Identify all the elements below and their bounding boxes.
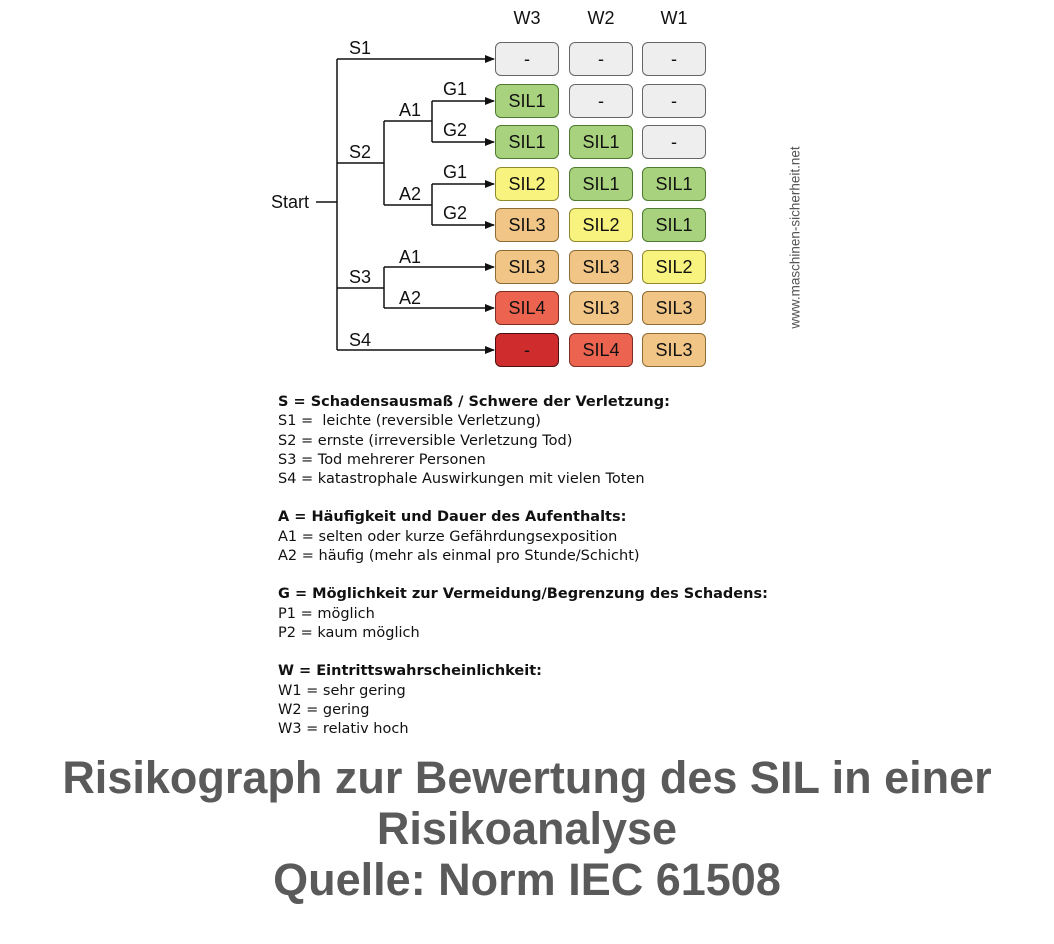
legend-heading-s: S = Schadensausmaß / Schwere der Verletzung: bbox=[278, 394, 670, 410]
legend-group-w bbox=[278, 662, 768, 739]
legend-item: S4 = katastrophale Auswirkungen mit vielen Toten bbox=[278, 471, 645, 488]
legend-item: P2 = kaum möglich bbox=[278, 624, 420, 641]
column-w2-label: W2 bbox=[587, 8, 615, 28]
sil-cell: SIL4 bbox=[569, 333, 633, 367]
sil-cell: SIL1 bbox=[569, 125, 633, 159]
legend-group-g bbox=[278, 585, 768, 643]
sil-cell: SIL3 bbox=[642, 291, 706, 325]
s4-label: S4 bbox=[349, 330, 372, 350]
column-w3-label: W3 bbox=[513, 8, 541, 28]
sil-cell: SIL3 bbox=[495, 250, 559, 284]
legend-heading-w: W = Eintrittswahrscheinlichkeit: bbox=[278, 663, 542, 680]
caption bbox=[0, 752, 1054, 905]
s3-label: S3 bbox=[349, 267, 372, 287]
legend-item: W3 = relativ hoch bbox=[278, 721, 409, 738]
sil-cell: SIL3 bbox=[569, 291, 633, 325]
legend-item: P1 = möglich bbox=[278, 605, 375, 622]
s3-a2-label: A2 bbox=[399, 288, 422, 308]
legend bbox=[278, 393, 768, 758]
legend-item: S2 = ernste (irreversible Verletzung Tod) bbox=[278, 432, 573, 449]
column-w1-label: W1 bbox=[660, 8, 688, 28]
legend-item: A2 = häufig (mehr als einmal pro Stunde/Schicht) bbox=[278, 548, 640, 565]
sil-cell: SIL3 bbox=[495, 208, 559, 242]
s2-a1-g1-label: G1 bbox=[443, 79, 468, 99]
sil-cell: SIL2 bbox=[495, 167, 559, 201]
s2-a1-g2-label: G2 bbox=[443, 120, 468, 140]
sil-cell: SIL1 bbox=[642, 167, 706, 201]
s2-label: S2 bbox=[349, 142, 372, 162]
sil-cell: - bbox=[642, 125, 706, 159]
legend-item: A1 = selten oder kurze Gefährdungsexposition bbox=[278, 528, 618, 545]
sil-cell: SIL1 bbox=[495, 84, 559, 118]
caption-line-1: Risikograph zur Bewertung des SIL in einer bbox=[62, 752, 992, 803]
sil-cell: SIL2 bbox=[642, 250, 706, 284]
s3-a1-label: A1 bbox=[399, 247, 422, 267]
sil-cell: SIL1 bbox=[642, 208, 706, 242]
sil-cell: SIL1 bbox=[569, 167, 633, 201]
legend-group-a bbox=[278, 508, 768, 566]
risk-graph bbox=[0, 0, 1054, 380]
legend-group-s bbox=[278, 393, 768, 489]
sil-cell: SIL2 bbox=[569, 208, 633, 242]
sil-cell: SIL3 bbox=[569, 250, 633, 284]
legend-heading-a: A = Häufigkeit und Dauer des Aufenthalts: bbox=[278, 509, 627, 526]
start-label: Start bbox=[271, 192, 310, 212]
sil-cell: - bbox=[642, 42, 706, 76]
sil-cell: SIL1 bbox=[495, 125, 559, 159]
s2-a2-label: A2 bbox=[399, 184, 422, 204]
sil-cell: - bbox=[642, 84, 706, 118]
legend-heading-g: G = Möglichkeit zur Vermeidung/Begrenzung des Schadens: bbox=[278, 586, 768, 603]
legend-item: W1 = sehr gering bbox=[278, 682, 406, 699]
s1-label: S1 bbox=[349, 38, 372, 58]
sil-cell: - bbox=[569, 84, 633, 118]
caption-line-2: Risikoanalyse bbox=[376, 803, 678, 854]
sil-cell: - bbox=[495, 42, 559, 76]
sil-cell: SIL3 bbox=[642, 333, 706, 367]
sil-cell: SIL4 bbox=[495, 291, 559, 325]
s2-a1-label: A1 bbox=[399, 100, 422, 120]
s2-a2-g2-label: G2 bbox=[443, 203, 468, 223]
s2-a2-g1-label: G1 bbox=[443, 162, 468, 182]
legend-item: W2 = gering bbox=[278, 701, 370, 718]
legend-item: S1 = leichte (reversible Verletzung) bbox=[278, 413, 541, 430]
legend-item: S3 = Tod mehrerer Personen bbox=[278, 451, 486, 468]
sil-cell: - bbox=[569, 42, 633, 76]
caption-line-3: Quelle: Norm IEC 61508 bbox=[273, 854, 781, 905]
watermark: www.maschinen-sicherheit.net bbox=[787, 146, 803, 329]
sil-cell: - bbox=[495, 333, 559, 367]
